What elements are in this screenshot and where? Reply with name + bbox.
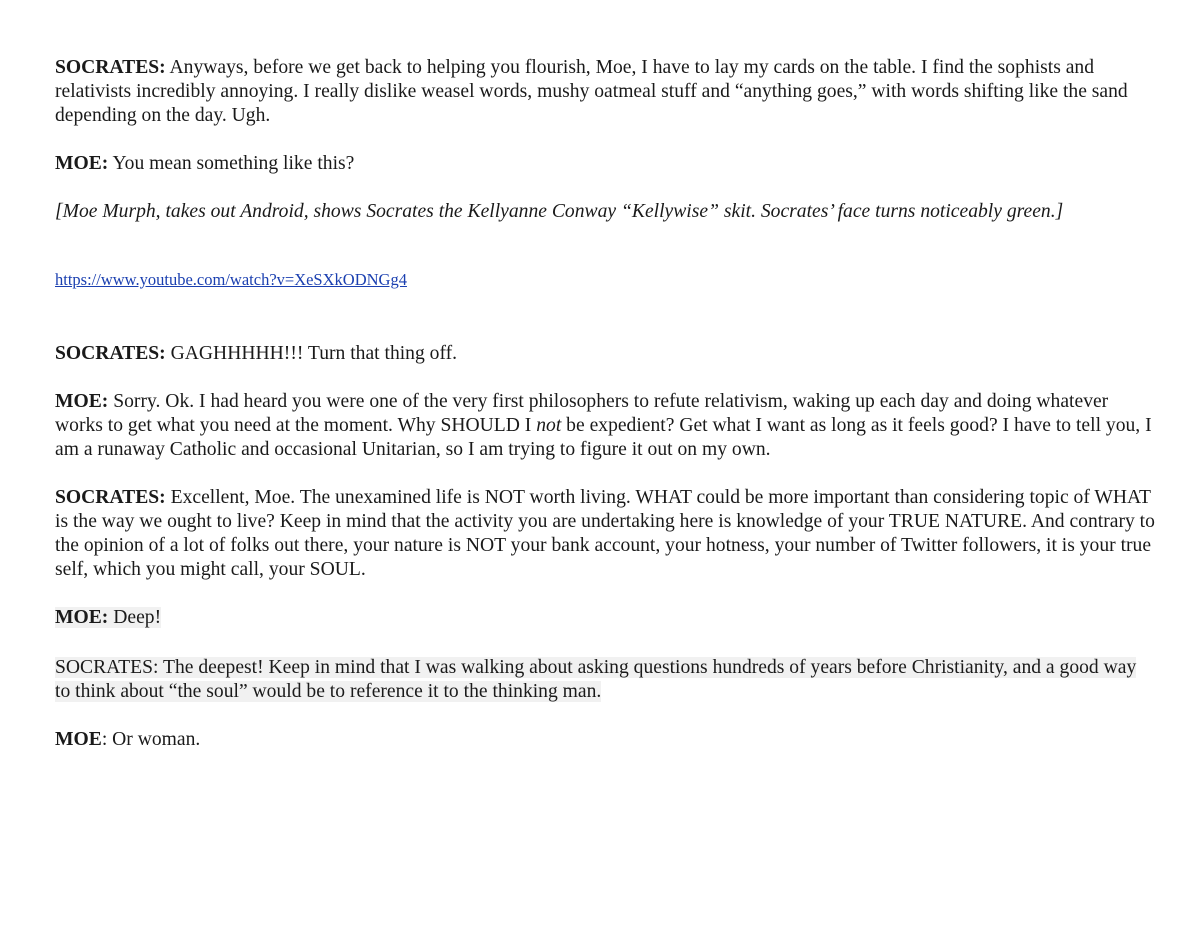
speaker-label: MOE:	[55, 391, 109, 412]
dialogue-paragraph-socrates-3	[55, 486, 1155, 582]
dialogue-text: You mean something like this?	[108, 153, 355, 174]
dialogue-text: be expedient? Get what I want as long as it feels good? I have to tell you, I am a runaway Catholic and occasional Unitarian, so I am trying to figure it out on my own.	[55, 415, 1152, 460]
emphasis-text: not	[536, 415, 562, 436]
speaker-label: SOCRATES:	[55, 343, 166, 364]
dialogue-text: Excellent, Moe. The unexamined life is NOT worth living. WHAT could be more important than considering topic of WHAT is the way we ought to live? Keep in mind that the activity you are undertaking here is knowledge of your TRUE NATURE. And contrary to the opinion of a lot of folks out there, your nature is NOT your bank account, your hotness, your number of Twitter followers, it is your true self, which you might call, your SOUL.	[55, 487, 1155, 580]
dialogue-text: Anyways, before we get back to helping you flourish, Moe, I have to lay my cards on the table. I find the sophists and relativists incredibly annoying. I really dislike weasel words, mushy oatmeal stuff and “anything goes,” with words shifting like the sand depending on the day. Ugh.	[55, 57, 1128, 126]
dialogue-text: SOCRATES: The deepest! Keep in mind that I was walking about asking questions hundreds of years before Christianity, and a good way to think about “the soul” would be to reference it to the thinking man.	[55, 657, 1137, 702]
youtube-link[interactable]: https://www.youtube.com/watch?v=XeSXkODNGg4	[55, 270, 407, 289]
speaker-label: MOE	[55, 729, 102, 750]
link-paragraph	[55, 270, 1155, 290]
dialogue-paragraph-moe-4	[55, 728, 1155, 752]
dialogue-paragraph-socrates-4	[55, 656, 1155, 704]
dialogue-text: Sorry. Ok. I had heard you were one of the very first philosophers to refute relativism, waking up each day and doing whatever works to get what you need at the moment. Why SHOULD I	[55, 391, 1109, 436]
speaker-label: SOCRATES:	[55, 57, 166, 78]
speaker-label: MOE:	[55, 607, 109, 628]
speaker-label: SOCRATES:	[55, 487, 166, 508]
document-page	[55, 56, 1155, 752]
dialogue-text: GAGHHHHH!!! Turn that thing off.	[165, 343, 458, 364]
dialogue-paragraph-socrates-2	[55, 342, 1155, 366]
speaker-label: MOE:	[55, 153, 109, 174]
dialogue-text: : Or woman.	[101, 729, 201, 750]
dialogue-paragraph-moe-1	[55, 152, 1155, 176]
dialogue-paragraph-moe-2	[55, 390, 1155, 462]
dialogue-paragraph-moe-3	[55, 606, 1155, 630]
dialogue-paragraph-socrates-1	[55, 56, 1155, 128]
dialogue-text: Deep!	[108, 607, 162, 628]
stage-direction: [Moe Murph, takes out Android, shows Socrates the Kellyanne Conway “Kellywise” skit. Socrates’ face turns noticeably green.]	[55, 201, 1064, 222]
